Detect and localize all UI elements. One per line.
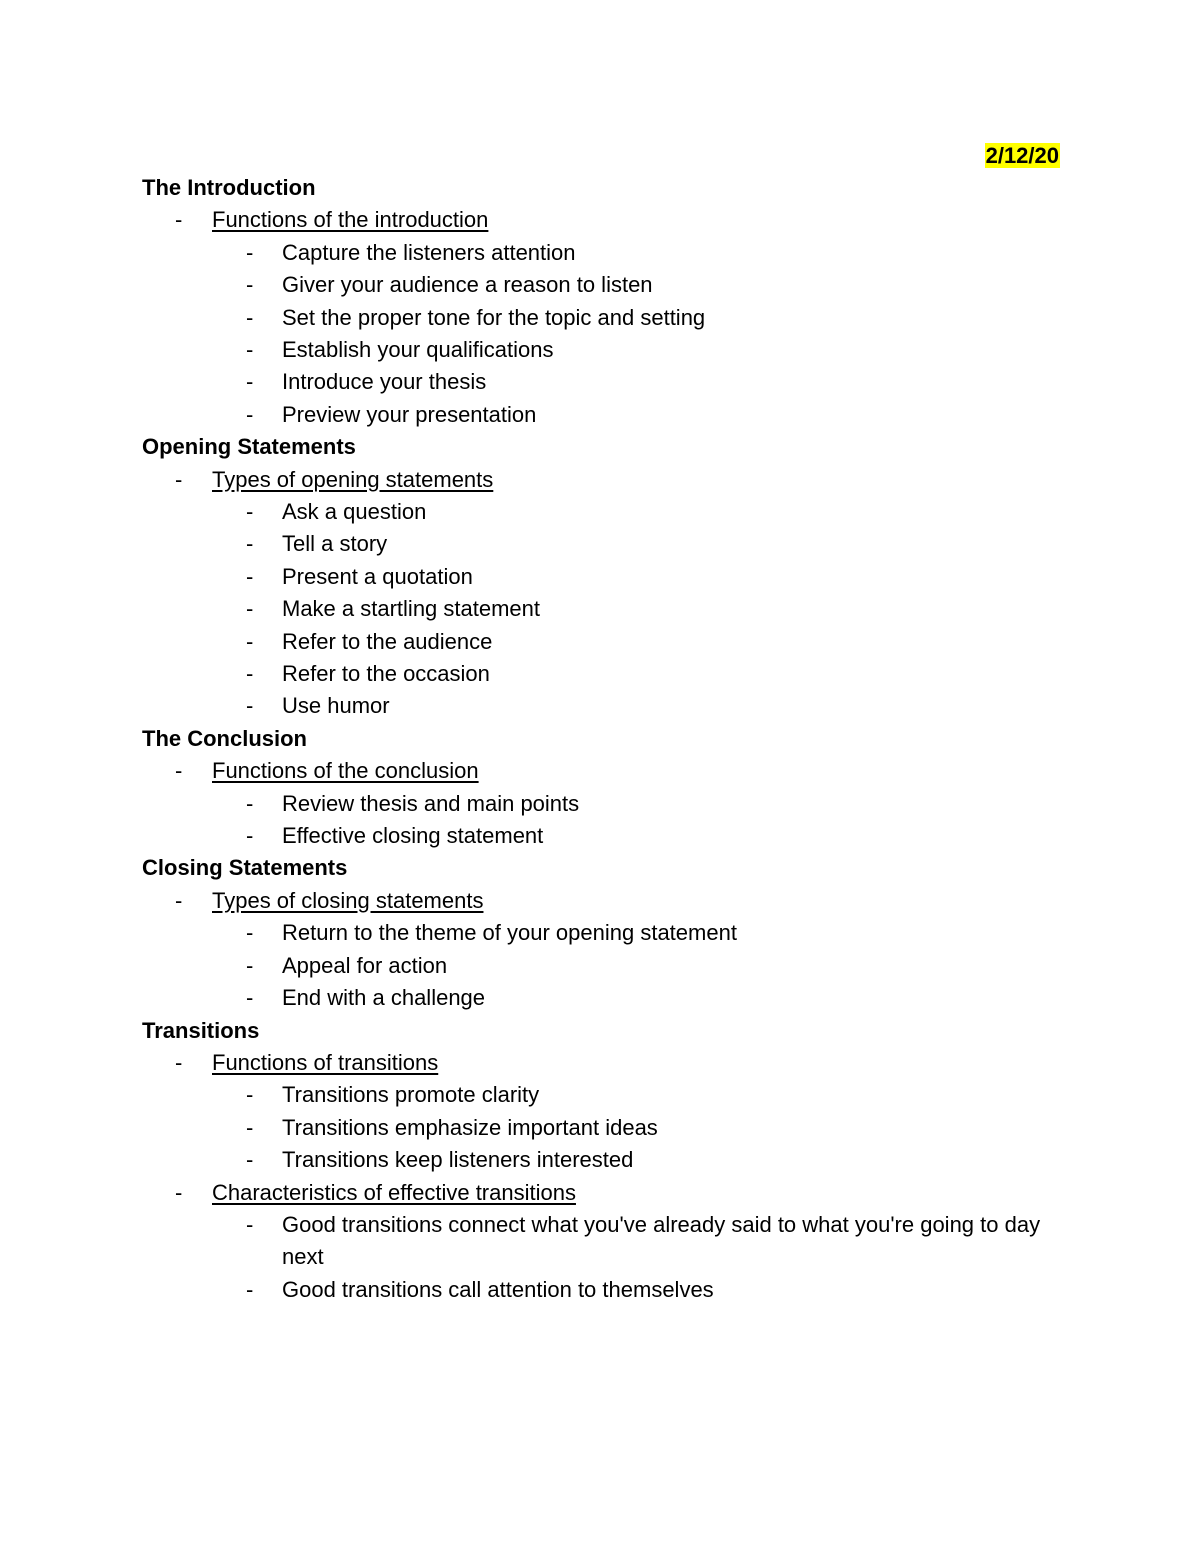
dash-bullet: - xyxy=(175,466,183,492)
section-title: Opening Statements xyxy=(142,434,356,460)
subheading-text: Characteristics of effective transitions xyxy=(212,1179,576,1205)
list-item-text: Ask a question xyxy=(282,499,427,525)
dash-bullet: - xyxy=(246,272,254,298)
subheading-item xyxy=(142,755,1060,787)
dash-bullet: - xyxy=(175,207,183,233)
subheading-text: Functions of the introduction xyxy=(212,207,489,233)
dash-bullet: - xyxy=(246,401,254,427)
list-item xyxy=(142,950,1060,982)
list-item xyxy=(142,626,1060,658)
dash-bullet: - xyxy=(246,531,254,557)
dash-bullet: - xyxy=(246,369,254,395)
outline xyxy=(142,172,1060,1306)
dash-bullet: - xyxy=(246,1114,254,1140)
list-item-text: Good transitions call attention to themselves xyxy=(282,1276,714,1302)
subheading-item xyxy=(142,464,1060,496)
list-item xyxy=(142,302,1060,334)
subheading-item xyxy=(142,1177,1060,1209)
list-item-text: Set the proper tone for the topic and setting xyxy=(282,304,706,330)
list-item-text: Transitions emphasize important ideas xyxy=(282,1114,658,1140)
dash-bullet: - xyxy=(246,920,254,946)
list-item xyxy=(142,690,1060,722)
dash-bullet: - xyxy=(246,1276,254,1302)
list-item-text: Tell a story xyxy=(282,531,388,557)
list-item-text: Establish your qualifications xyxy=(282,337,554,363)
list-item-text: Preview your presentation xyxy=(282,401,537,427)
dash-bullet: - xyxy=(246,1147,254,1173)
list-item xyxy=(142,528,1060,560)
list-item-text: Capture the listeners attention xyxy=(282,239,576,265)
section-title: The Conclusion xyxy=(142,725,307,751)
dash-bullet: - xyxy=(246,563,254,589)
list-item xyxy=(142,820,1060,852)
list-item xyxy=(142,237,1060,269)
dash-bullet: - xyxy=(175,1049,183,1075)
list-item-text: Good transitions connect what you've already said to what you're going to day next xyxy=(282,1211,1041,1270)
subheading-text: Types of opening statements xyxy=(212,466,494,492)
list-item xyxy=(142,366,1060,398)
list-item xyxy=(142,496,1060,528)
dash-bullet: - xyxy=(175,758,183,784)
subheading-item xyxy=(142,885,1060,917)
list-item xyxy=(142,1274,1060,1306)
list-item-text: Refer to the audience xyxy=(282,628,493,654)
dash-bullet: - xyxy=(246,628,254,654)
dash-bullet: - xyxy=(246,952,254,978)
list-item-text: Transitions promote clarity xyxy=(282,1082,540,1108)
list-item-text: Transitions keep listeners interested xyxy=(282,1147,634,1173)
dash-bullet: - xyxy=(246,337,254,363)
dash-bullet: - xyxy=(175,887,183,913)
date-row xyxy=(142,140,1060,172)
dash-bullet: - xyxy=(246,661,254,687)
notes-document xyxy=(142,140,1060,1306)
list-item xyxy=(142,1209,1060,1274)
dash-bullet: - xyxy=(246,1082,254,1108)
section-title: The Introduction xyxy=(142,175,316,200)
subheading-text: Types of closing statements xyxy=(212,887,484,913)
list-item-text: Effective closing statement xyxy=(282,823,544,849)
subheading-item xyxy=(142,204,1060,236)
list-item-text: Make a startling statement xyxy=(282,596,541,622)
dash-bullet: - xyxy=(246,823,254,849)
section-title: Transitions xyxy=(142,1017,260,1043)
date-highlight: 2/12/20 xyxy=(985,143,1059,168)
list-item xyxy=(142,982,1060,1014)
subheading-text: Functions of the conclusion xyxy=(212,758,479,784)
dash-bullet: - xyxy=(246,1211,254,1237)
list-item-text: Introduce your thesis xyxy=(282,369,487,395)
list-item-text: Return to the theme of your opening statement xyxy=(282,920,737,946)
list-item xyxy=(142,269,1060,301)
list-item xyxy=(142,917,1060,949)
list-item xyxy=(142,658,1060,690)
list-item-text: Refer to the occasion xyxy=(282,661,490,687)
dash-bullet: - xyxy=(246,239,254,265)
list-item xyxy=(142,561,1060,593)
section-title: Closing Statements xyxy=(142,855,348,881)
subheading-item xyxy=(142,1047,1060,1079)
list-item-text: End with a challenge xyxy=(282,985,486,1011)
list-item-text: Appeal for action xyxy=(282,952,448,978)
dash-bullet: - xyxy=(246,304,254,330)
dash-bullet: - xyxy=(246,596,254,622)
dash-bullet: - xyxy=(175,1179,183,1205)
list-item xyxy=(142,593,1060,625)
list-item xyxy=(142,1112,1060,1144)
list-item-text: Review thesis and main points xyxy=(282,790,580,816)
list-item-text: Use humor xyxy=(282,693,390,719)
list-item-text: Giver your audience a reason to listen xyxy=(282,272,653,298)
list-item xyxy=(142,1079,1060,1111)
dash-bullet: - xyxy=(246,693,254,719)
dash-bullet: - xyxy=(246,499,254,525)
list-item xyxy=(142,334,1060,366)
list-item xyxy=(142,1144,1060,1176)
dash-bullet: - xyxy=(246,790,254,816)
dash-bullet: - xyxy=(246,985,254,1011)
list-item xyxy=(142,399,1060,431)
subheading-text: Functions of transitions xyxy=(212,1049,439,1075)
list-item xyxy=(142,788,1060,820)
list-item-text: Present a quotation xyxy=(282,563,473,589)
